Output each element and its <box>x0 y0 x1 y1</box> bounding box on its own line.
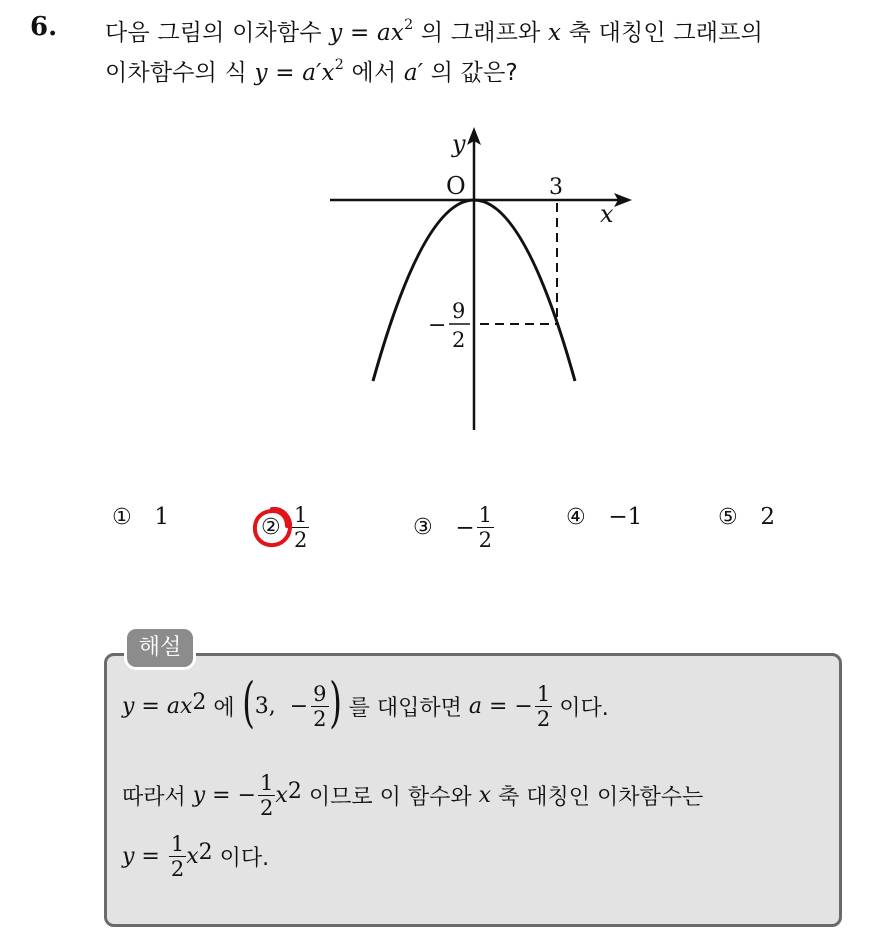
y-tick-denominator: 2 <box>452 328 466 352</box>
solution-tag: 해설 <box>124 626 196 670</box>
choice-marker: ③ <box>413 515 433 540</box>
y-axis-label: y <box>452 130 466 158</box>
choice-sign: − <box>455 514 475 541</box>
answer-fraction: $\frac{1}{2}$ <box>170 831 185 881</box>
choice-5[interactable] <box>718 503 775 563</box>
solution-line1: y = ax $^2$ 에 ( 3, − $\frac{9}{2}$ ) 를 대입하면 a = − $\frac{1}{2}$ 이다. <box>122 671 609 734</box>
choice-value: 1 <box>154 504 169 530</box>
choice-4[interactable] <box>566 503 642 563</box>
x-axis-label: x <box>600 200 614 228</box>
a-value-fraction: $\frac{1}{2}$ <box>536 681 551 731</box>
y-tick-sign: − <box>428 313 447 338</box>
question-number: 6. <box>30 12 58 42</box>
solution-line2: 따라서 y = − $\frac{1}{2}$ x $^2$ 이므로 이 함수와 x 축 대칭인 이차함수는 <box>122 770 704 820</box>
question-text-line2: 이차함수의 식 $y = a'x^2$ 에서 a′ 의 값은? <box>105 57 518 86</box>
choice-1[interactable] <box>112 503 169 563</box>
choice-3[interactable] <box>413 503 494 563</box>
coef-fraction: $\frac{1}{2}$ <box>260 770 274 820</box>
choice-2[interactable] <box>261 503 309 563</box>
choice-value: 2 <box>760 504 775 530</box>
choice-marker: ① <box>112 504 132 530</box>
origin-label: O <box>446 172 466 200</box>
question-text-line1: 다음 그림의 이차함수 $y = ax^2$ 의 그래프와 x 축 대칭인 그래프의 <box>105 17 764 46</box>
choice-marker: ⑤ <box>718 504 738 530</box>
choice-fraction: $\frac{1}{2}$ <box>294 503 308 552</box>
solution-line3: y = $\frac{1}{2}$ x $^2$ 이다. <box>122 831 270 881</box>
y-tick-numerator: 9 <box>452 299 466 323</box>
choice-fraction: $\frac{1}{2}$ <box>478 503 493 552</box>
choice-marker: ② <box>261 515 281 540</box>
choice-marker: ④ <box>566 504 586 530</box>
choice-value: −1 <box>608 504 643 530</box>
x-tick-label: 3 <box>549 175 563 200</box>
point-y-fraction: $\frac{9}{2}$ <box>313 681 327 731</box>
